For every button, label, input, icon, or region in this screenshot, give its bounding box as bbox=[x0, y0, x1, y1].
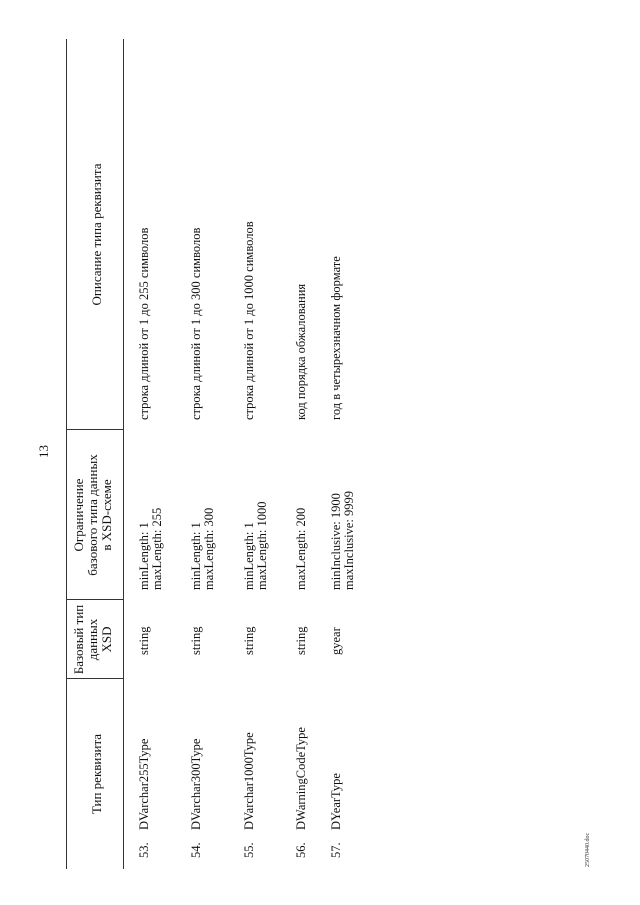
header-type: Тип реквизита bbox=[89, 733, 104, 815]
row-53-number: 53. bbox=[137, 842, 151, 858]
row-57-type: DYearType bbox=[329, 773, 343, 830]
row-56-restriction-1: maxLength: 200 bbox=[294, 507, 308, 590]
row-55-restriction-2: maxLength: 1000 bbox=[255, 501, 269, 590]
row-53-restriction-2: maxLength: 255 bbox=[150, 507, 164, 590]
header-restriction-line-2: базового типа данных bbox=[85, 454, 100, 576]
row-57-description: год в четырехзначном формате bbox=[329, 256, 343, 420]
header-base-type bbox=[72, 600, 114, 679]
row-57-restriction-2: maxInclusive: 9999 bbox=[342, 491, 356, 590]
row-55-restriction-1: minLength: 1 bbox=[242, 522, 256, 590]
header-restriction-line-3: в XSD-схеме bbox=[99, 479, 114, 551]
row-55-type: DVarchar1000Type bbox=[242, 732, 256, 830]
header-restriction bbox=[72, 430, 114, 600]
row-55-base: string bbox=[242, 626, 256, 655]
row-53-restriction-1: minLength: 1 bbox=[137, 522, 151, 590]
header-base-line-2: данных bbox=[85, 618, 100, 661]
header-base-line-3: XSD bbox=[99, 626, 114, 653]
header-restriction-line-1: Ограничение bbox=[71, 478, 86, 552]
row-54-base: string bbox=[189, 626, 203, 655]
row-57-base: gyear bbox=[329, 627, 343, 655]
page-number: 13 bbox=[36, 445, 51, 458]
row-56-base: string bbox=[294, 626, 308, 655]
row-53-description: строка длиной от 1 до 255 символов bbox=[137, 227, 151, 420]
header-bottom-border bbox=[123, 39, 124, 869]
row-55-number: 55. bbox=[242, 842, 256, 858]
row-56-number: 56. bbox=[294, 842, 308, 858]
header-description: Описание типа реквизита bbox=[89, 163, 104, 306]
header-base-line-1: Базовый тип bbox=[71, 604, 86, 675]
row-53-base: string bbox=[137, 626, 151, 655]
row-54-type: DVarchar300Type bbox=[189, 738, 203, 830]
row-56-type: DWarningCodeType bbox=[294, 727, 308, 830]
row-54-description: строка длиной от 1 до 300 символов bbox=[189, 227, 203, 420]
row-54-number: 54. bbox=[189, 842, 203, 858]
row-57-restriction-1: minInclusive: 1900 bbox=[329, 493, 343, 590]
row-54-restriction-2: maxLength: 300 bbox=[202, 507, 216, 590]
table-top-border bbox=[66, 39, 67, 869]
row-57-number: 57. bbox=[329, 842, 343, 858]
row-56-description: код порядка обжалования bbox=[294, 283, 308, 420]
row-55-description: строка длиной от 1 до 1000 символов bbox=[242, 221, 256, 420]
row-54-restriction-1: minLength: 1 bbox=[189, 522, 203, 590]
row-53-type: DVarchar255Type bbox=[137, 738, 151, 830]
footer-filename: 25070440.doc bbox=[585, 832, 591, 867]
